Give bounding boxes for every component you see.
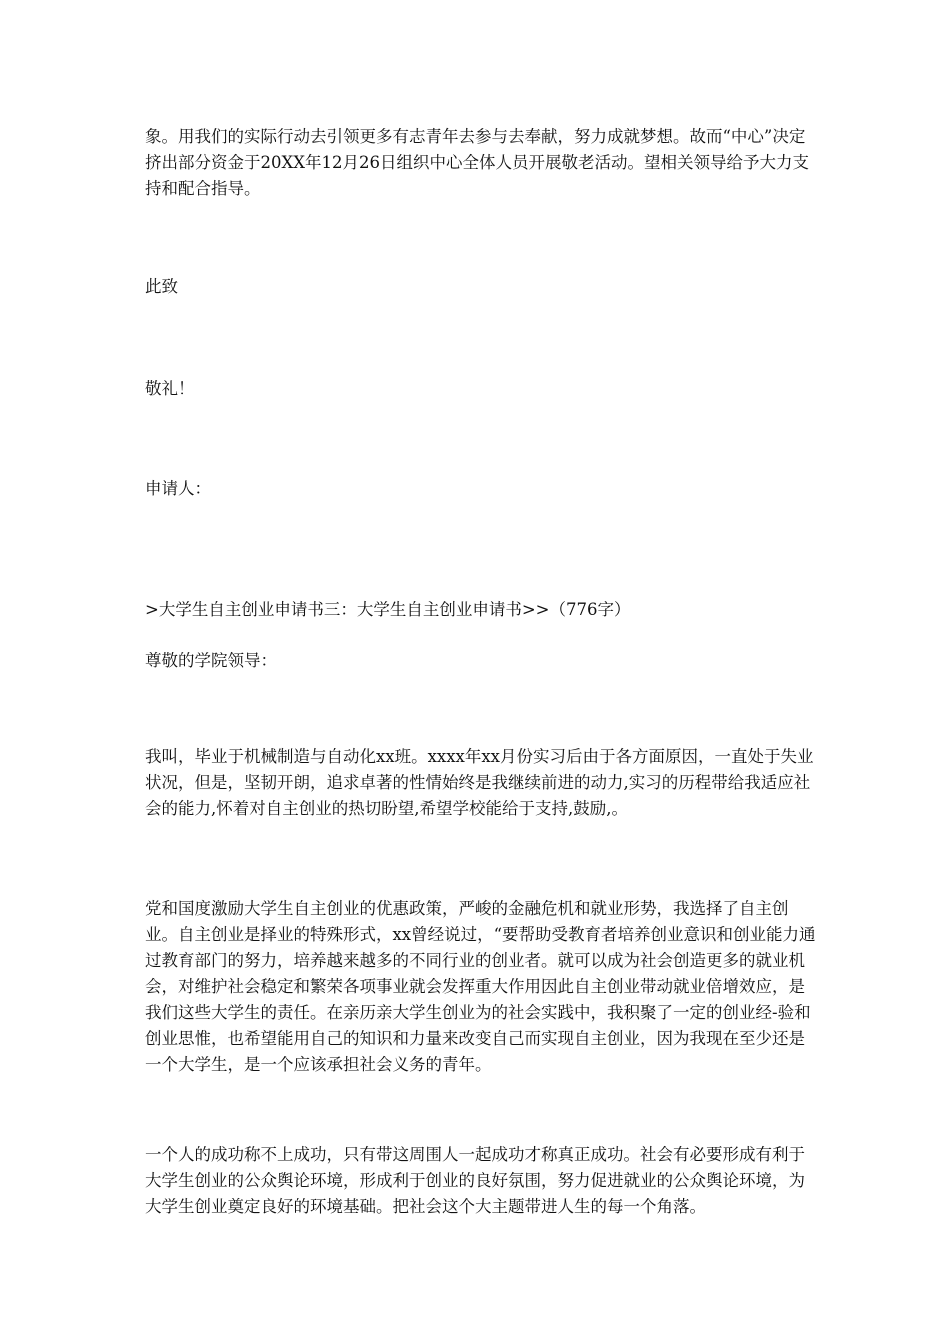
applicant-signature-line: 申请人： (145, 479, 211, 498)
letter-greeting: 尊敬的学院领导： (145, 651, 277, 670)
salutation-cizhi: 此致 (145, 277, 178, 296)
body-paragraph-closing-request: 象。用我们的实际行动去引领更多有志青年去参与去奉献，努力成就梦想。故而“中心”决定挤出部分资金于20XX年12月26日组织中心全体人员开展敬老活动。望相关领导给予大力支持和配合指导。 (145, 127, 809, 198)
section-heading: >大学生自主创业申请书三：大学生自主创业申请书>>（776字） (145, 600, 631, 619)
body-paragraph-success: 一个人的成功称不上成功，只有带这周围人一起成功才称真正成功。社会有必要形成有利于大学生创业的公众舆论环境，形成利于创业的良好氛围，努力促进就业的公众舆论环境，为大学生创业奠定良好的环境基础。把社会这个大主题带进人生的每一个角落。 (145, 1145, 805, 1216)
salutation-jingli: 敬礼！ (145, 379, 195, 398)
body-paragraph-introduction: 我叫，毕业于机械制造与自动化xx班。xxxx年xx月份实习后由于各方面原因，一直处于失业状况，但是，坚韧开朗，追求卓著的性情始终是我继续前进的动力,实习的历程带给我适应社会的能力,怀着对自主创业的热切盼望,希望学校能给于支持,鼓励,。 (145, 747, 814, 818)
body-paragraph-policy: 党和国度激励大学生自主创业的优惠政策，严峻的金融危机和就业形势，我选择了自主创业。自主创业是择业的特殊形式，xx曾经说过，“要帮助受教育者培养创业意识和创业能力通过教育部门的努力，培养越来越多的不同行业的创业者。就可以成为社会创造更多的就业机会，对维护社会稳定和繁荣各项事业就会发挥重大作用因此自主创业带动就业倍增效应，是我们这些大学生的责任。在亲历亲大学生创业为的社会实践中，我积聚了一定的创业经-验和创业思惟，也希望能用自己的知识和力量来改变自己而实现自主创业，因为我现在至少还是一个大学生，是一个应该承担社会义务的青年。 (145, 899, 816, 1074)
